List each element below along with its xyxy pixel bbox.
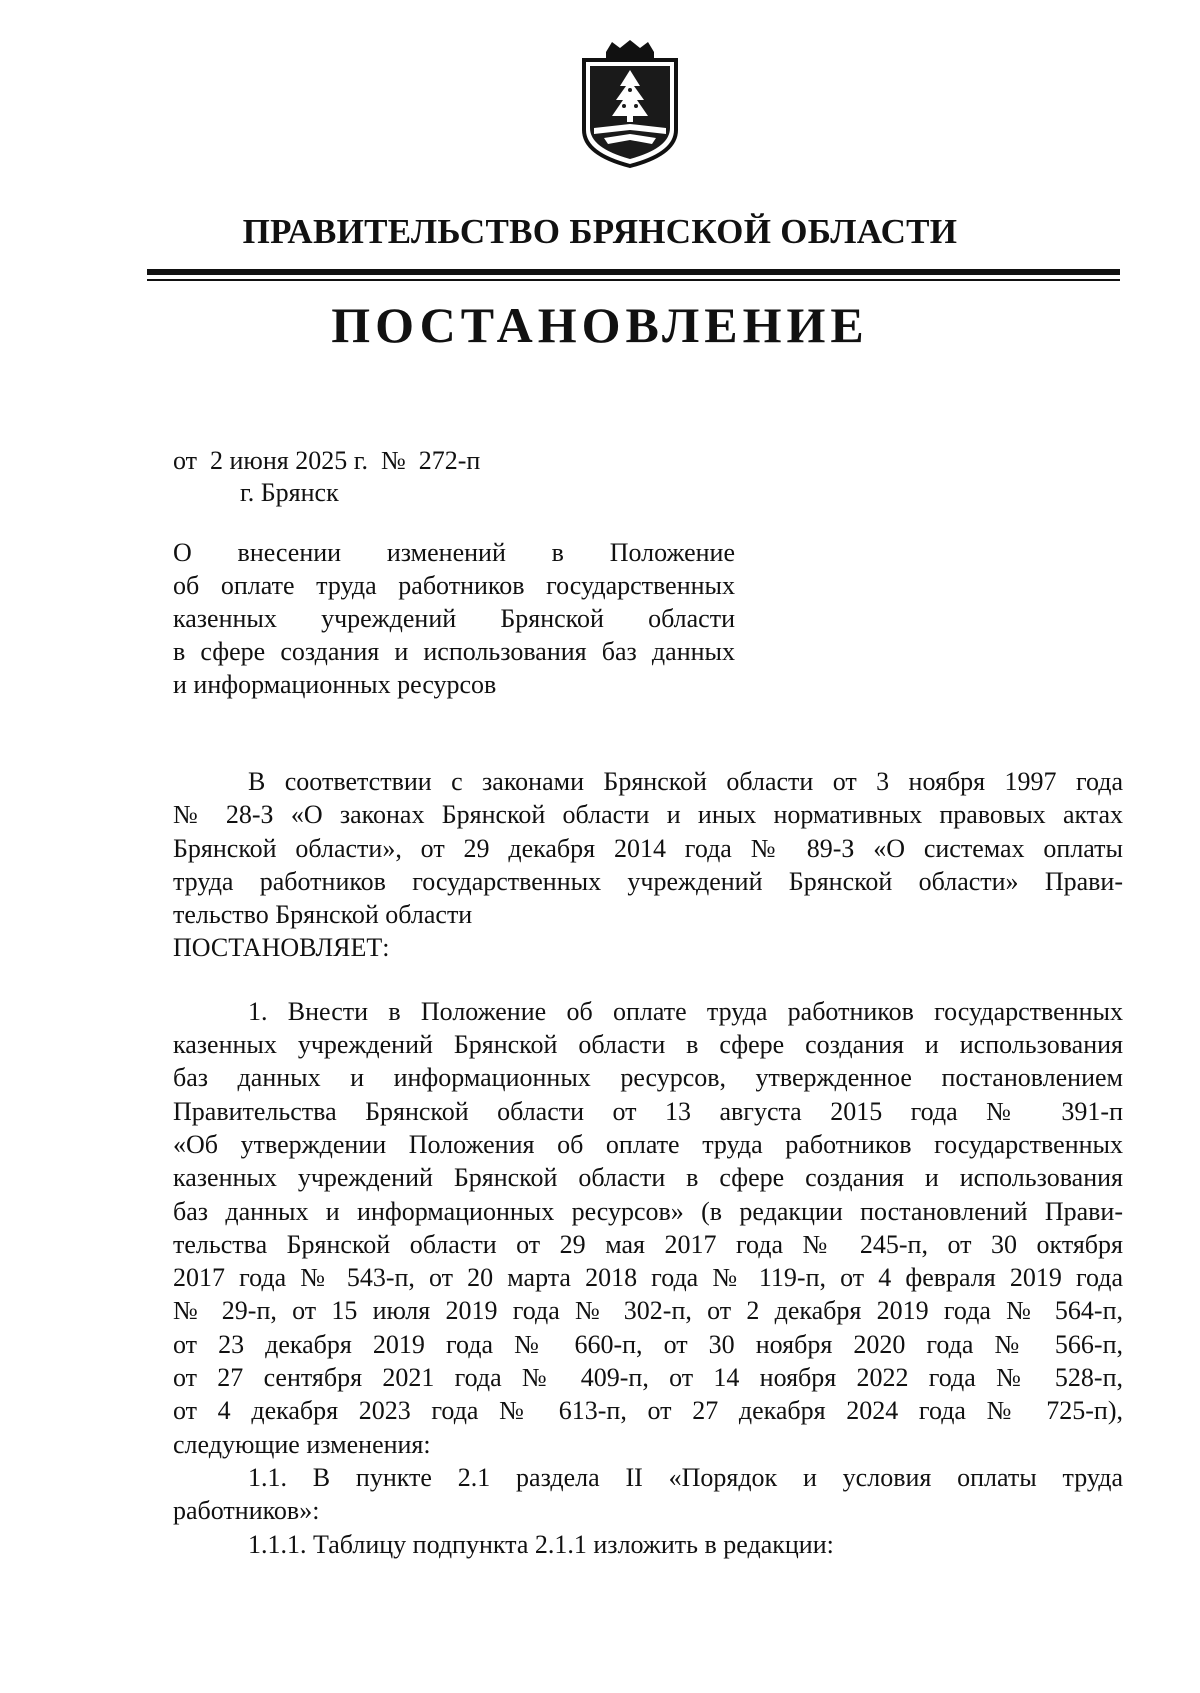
item1-line: «Об утверждении Положения об оплате труда работников государственных bbox=[173, 1129, 1123, 1159]
document-type-title: ПОСТАНОВЛЕНИЕ bbox=[331, 297, 869, 353]
subject-line: и информационных ресурсов bbox=[173, 670, 497, 699]
item1-line: баз данных и информационных ресурсов, утвержденное постановлением bbox=[173, 1063, 1123, 1093]
item1-line: от 23 декабря 2019 года № 660-п, от 30 ноября 2020 года № 566-п, bbox=[173, 1329, 1123, 1359]
item1-line: следующие изменения: bbox=[173, 1429, 431, 1459]
preamble-line: Брянской области», от 29 декабря 2014 года № 89-З «О системах оплаты bbox=[173, 833, 1123, 863]
document-city: г. Брянск bbox=[240, 478, 339, 507]
preamble-line: В соответствии с законами Брянской области от 3 ноября 1997 года bbox=[248, 767, 1123, 796]
item1-1-line: работников»: bbox=[173, 1496, 320, 1526]
document-body bbox=[173, 765, 1123, 1561]
subject-line: в сфере создания и использования баз данных bbox=[173, 637, 735, 666]
item1-line: 2017 года № 543-п, от 20 марта 2018 года № 119-п, от 4 февраля 2019 года bbox=[173, 1263, 1123, 1293]
item1-line: баз данных и информационных ресурсов» (в редакции постановлений Прави- bbox=[173, 1196, 1123, 1226]
item1-line: от 4 декабря 2023 года № 613-п, от 27 декабря 2024 года № 725-п), bbox=[173, 1396, 1123, 1426]
item1-1-line: 1.1. В пункте 2.1 раздела II «Порядок и условия оплаты труда bbox=[248, 1462, 1123, 1492]
item1-1-1-line: 1.1.1. Таблицу подпункта 2.1.1 изложить в редакции: bbox=[248, 1529, 834, 1559]
preamble-line: № 28-З «О законах Брянской области и иных нормативных правовых актах bbox=[173, 800, 1123, 830]
item1-line: казенных учреждений Брянской области в сфере создания и использования bbox=[173, 1163, 1123, 1193]
header-divider-thin bbox=[147, 279, 1120, 281]
document-subject bbox=[173, 536, 735, 701]
preamble-line: тельство Брянской области bbox=[173, 900, 473, 930]
item1-line: 1. Внести в Положение об оплате труда работников государственных bbox=[248, 996, 1123, 1026]
resolves-word: ПОСТАНОВЛЯЕТ: bbox=[173, 933, 390, 963]
item1-line: тельства Брянской области от 29 мая 2017 года № 245-п, от 30 октября bbox=[173, 1229, 1123, 1259]
preamble-line: труда работников государственных учреждений Брянской области» Прави- bbox=[173, 866, 1123, 896]
coat-of-arms-icon bbox=[576, 38, 684, 170]
header-divider-thick bbox=[147, 269, 1120, 275]
government-title: ПРАВИТЕЛЬСТВО БРЯНСКОЙ ОБЛАСТИ bbox=[242, 212, 958, 251]
paragraph-gap bbox=[173, 965, 1123, 995]
item1-line: от 27 сентября 2021 года № 409-п, от 14 ноября 2022 года № 528-п, bbox=[173, 1363, 1123, 1393]
item1-line: № 29-п, от 15 июля 2019 года № 302-п, от 2 декабря 2019 года № 564-п, bbox=[173, 1296, 1123, 1326]
subject-line: об оплате труда работников государственных bbox=[173, 571, 735, 600]
item1-line: Правительства Брянской области от 13 августа 2015 года № 391-п bbox=[173, 1096, 1123, 1126]
subject-line: казенных учреждений Брянской области bbox=[173, 604, 735, 633]
item1-line: казенных учреждений Брянской области в сфере создания и использования bbox=[173, 1030, 1123, 1060]
subject-line: О внесении изменений в Положение bbox=[173, 538, 735, 567]
document-date-number: от 2 июня 2025 г. № 272-п bbox=[173, 446, 481, 475]
